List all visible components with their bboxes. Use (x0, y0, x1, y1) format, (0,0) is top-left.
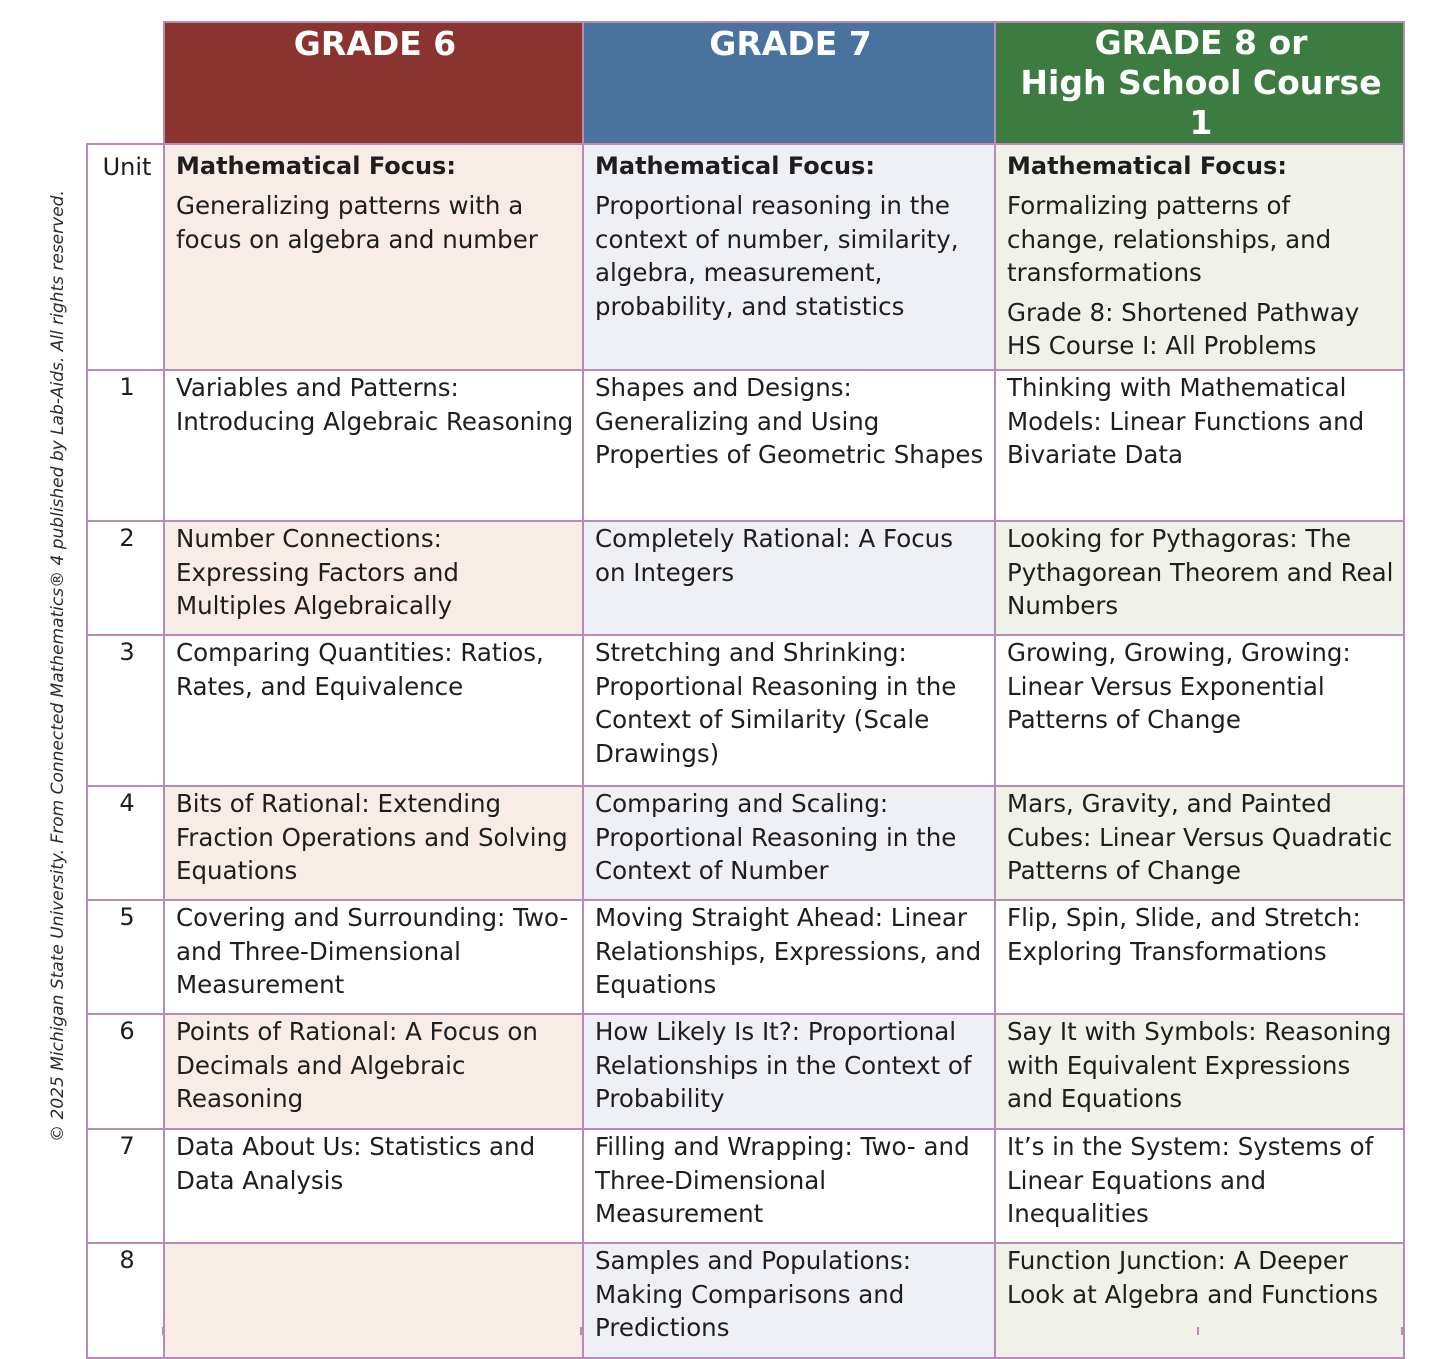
table-edge-mark (1401, 1327, 1403, 1335)
grade6-unit-title: Variables and Patterns: Introducing Algebraic Reasoning (164, 370, 583, 521)
table-edge-mark (162, 1327, 164, 1335)
header-blank (87, 22, 164, 144)
unit-number: 8 (87, 1243, 164, 1358)
table-row (87, 786, 1404, 900)
unit-column-label: Unit (87, 144, 164, 370)
grade6-unit-title: Covering and Surrounding: Two- and Three-Dimensional Measurement (164, 900, 583, 1014)
grade7-header: GRADE 7 (583, 22, 995, 144)
header-row (87, 22, 1404, 144)
unit-number: 3 (87, 635, 164, 786)
unit-number: 5 (87, 900, 164, 1014)
table-row (87, 1243, 1404, 1358)
table-row (87, 1129, 1404, 1243)
table-row (87, 1014, 1404, 1129)
grade8-header (995, 22, 1404, 144)
grade8-unit-title: Function Junction: A Deeper Look at Algebra and Functions (995, 1243, 1404, 1358)
grade7-unit-title: Shapes and Designs: Generalizing and Using Properties of Geometric Shapes (583, 370, 995, 521)
grade6-unit-title: Bits of Rational: Extending Fraction Operations and Solving Equations (164, 786, 583, 900)
copyright-notice: © 2025 Michigan State University. From Connected Mathematics® 4 published by Lab-Aids. All rights reserved. (48, 190, 68, 1142)
grade8-unit-title: Looking for Pythagoras: The Pythagorean Theorem and Real Numbers (995, 521, 1404, 635)
unit-number: 4 (87, 786, 164, 900)
unit-number: 2 (87, 521, 164, 635)
table-row (87, 635, 1404, 786)
grade6-unit-title: Comparing Quantities: Ratios, Rates, and Equivalence (164, 635, 583, 786)
grade6-header: GRADE 6 (164, 22, 583, 144)
grade6-focus-text: Generalizing patterns with a focus on algebra and number (176, 191, 538, 254)
grade7-unit-title: Comparing and Scaling: Proportional Reasoning in the Context of Number (583, 786, 995, 900)
grade8-focus-label: Mathematical Focus: (1007, 152, 1287, 180)
grade7-focus-label: Mathematical Focus: (595, 152, 875, 180)
unit-number: 7 (87, 1129, 164, 1243)
unit-number: 6 (87, 1014, 164, 1129)
grade8-unit-title: It’s in the System: Systems of Linear Equations and Inequalities (995, 1129, 1404, 1243)
grade7-focus-text: Proportional reasoning in the context of number, similarity, algebra, measurement, probability, and statistics (595, 191, 959, 321)
table-row (87, 521, 1404, 635)
curriculum-table (86, 21, 1405, 1359)
grade8-pathway-line1: Grade 8: Shortened Pathway (1007, 297, 1360, 327)
unit-number: 1 (87, 370, 164, 521)
grade8-pathway-line2: HS Course I: All Problems (1007, 331, 1317, 360)
grade8-unit-title: Thinking with Mathematical Models: Linear Functions and Bivariate Data (995, 370, 1404, 521)
focus-row (87, 144, 1404, 370)
grade8-focus-cell (995, 144, 1404, 370)
grade8-unit-title: Say It with Symbols: Reasoning with Equivalent Expressions and Equations (995, 1014, 1404, 1129)
table-edge-mark (1197, 1327, 1199, 1335)
grade8-header-line1: GRADE 8 or (1094, 23, 1308, 62)
table-edge-mark (580, 1327, 582, 1335)
grade6-focus-label: Mathematical Focus: (176, 152, 456, 180)
grade6-unit-title: Data About Us: Statistics and Data Analysis (164, 1129, 583, 1243)
grade7-unit-title: Stretching and Shrinking: Proportional Reasoning in the Context of Similarity (Scale Drawings) (583, 635, 995, 786)
grade8-unit-title: Flip, Spin, Slide, and Stretch: Exploring Transformations (995, 900, 1404, 1014)
table-row (87, 370, 1404, 521)
grade8-unit-title: Mars, Gravity, and Painted Cubes: Linear Versus Quadratic Patterns of Change (995, 786, 1404, 900)
grade6-unit-title (164, 1243, 583, 1358)
grade8-unit-title: Growing, Growing, Growing: Linear Versus Exponential Patterns of Change (995, 635, 1404, 786)
grade7-focus-cell (583, 144, 995, 370)
grade8-focus-text: Formalizing patterns of change, relationships, and transformations (1007, 191, 1332, 287)
grade6-focus-cell (164, 144, 583, 370)
grade6-unit-title: Number Connections: Expressing Factors and Multiples Algebraically (164, 521, 583, 635)
grade8-header-line2: High School Course 1 (1020, 63, 1382, 142)
grade7-unit-title: How Likely Is It?: Proportional Relationships in the Context of Probability (583, 1014, 995, 1129)
grade6-unit-title: Points of Rational: A Focus on Decimals and Algebraic Reasoning (164, 1014, 583, 1129)
grade7-unit-title: Completely Rational: A Focus on Integers (583, 521, 995, 635)
grade7-unit-title: Samples and Populations: Making Comparisons and Predictions (583, 1243, 995, 1358)
grade7-unit-title: Filling and Wrapping: Two- and Three-Dimensional Measurement (583, 1129, 995, 1243)
table-row (87, 900, 1404, 1014)
grade7-unit-title: Moving Straight Ahead: Linear Relationships, Expressions, and Equations (583, 900, 995, 1014)
